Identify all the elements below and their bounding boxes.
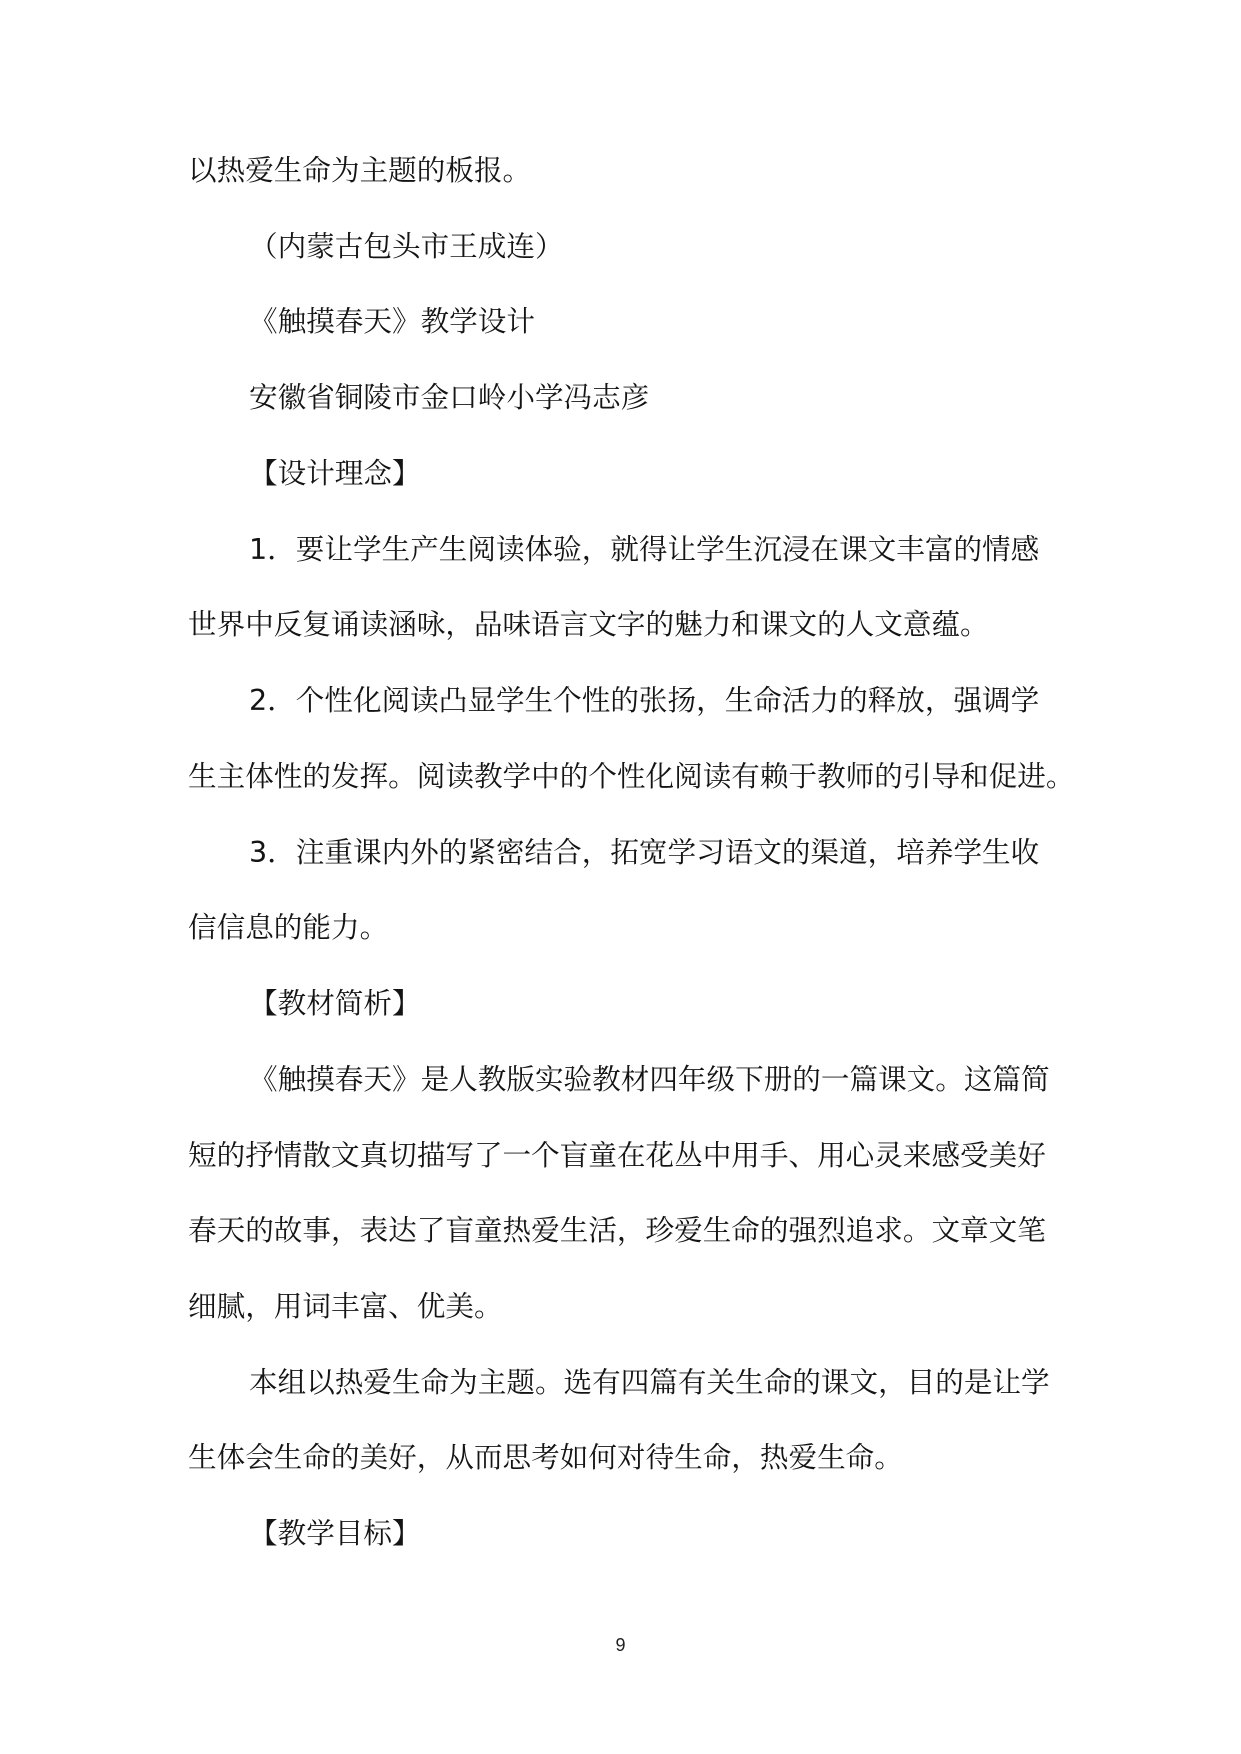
source-credit-line: （内蒙古包头市王成连） [249,228,564,263]
section-heading: 【教材简析】 [249,986,421,1021]
page-body [188,133,1088,1572]
section-heading: 【教学目标】 [249,1516,421,1551]
paragraph-line: 生体会生命的美好，从而思考如何对待生命，热爱生命。 [188,1440,903,1475]
paragraph-line: 春天的故事，表达了盲童热爱生活，珍爱生命的强烈追求。文章文笔 [188,1213,1046,1248]
paragraph-line: 短的抒情散文真切描写了一个盲童在花丛中用手、用心灵来感受美好 [188,1137,1046,1172]
material-analysis-paragraph [188,1042,1088,1345]
continued-paragraph [188,133,1088,209]
author-line [188,360,1088,436]
section-heading-material-analysis [188,966,1088,1042]
section-heading-teaching-goals [188,1496,1088,1572]
section-heading-design-concept [188,436,1088,512]
paragraph-line: 信信息的能力。 [188,910,389,945]
page-number: 9 [615,1635,626,1655]
paragraph-line: 2．个性化阅读凸显学生个性的张扬，生命活力的释放，强调学 [249,683,1040,718]
concept-point-1 [188,512,1088,663]
source-credit [188,209,1088,285]
paragraph-line: 本组以热爱生命为主题。选有四篇有关生命的课文，目的是让学 [249,1364,1050,1399]
author-text: 安徽省铜陵市金口岭小学冯志彦 [249,380,650,415]
concept-point-3 [188,815,1088,966]
paragraph-line: 生主体性的发挥。阅读教学中的个性化阅读有赖于教师的引导和促进。 [188,758,1075,793]
paragraph-line: 以热爱生命为主题的板报。 [188,153,532,187]
paragraph-line: 3．注重课内外的紧密结合，拓宽学习语文的渠道，培养学生收 [249,834,1040,869]
unit-theme-paragraph [188,1345,1088,1496]
section-heading: 【设计理念】 [249,455,421,490]
paragraph-line: 《触摸春天》是人教版实验教材四年级下册的一篇课文。这篇简 [249,1061,1050,1096]
paragraph-line: 细腻，用词丰富、优美。 [188,1289,503,1324]
concept-point-2 [188,663,1088,814]
article-title-line: 《触摸春天》教学设计 [249,304,535,339]
paragraph-line: 1．要让学生产生阅读体验，就得让学生沉浸在课文丰富的情感 [249,531,1040,566]
article-title [188,284,1088,360]
paragraph-line: 世界中反复诵读涵咏，品味语言文字的魅力和课文的人文意蕴。 [188,607,989,642]
